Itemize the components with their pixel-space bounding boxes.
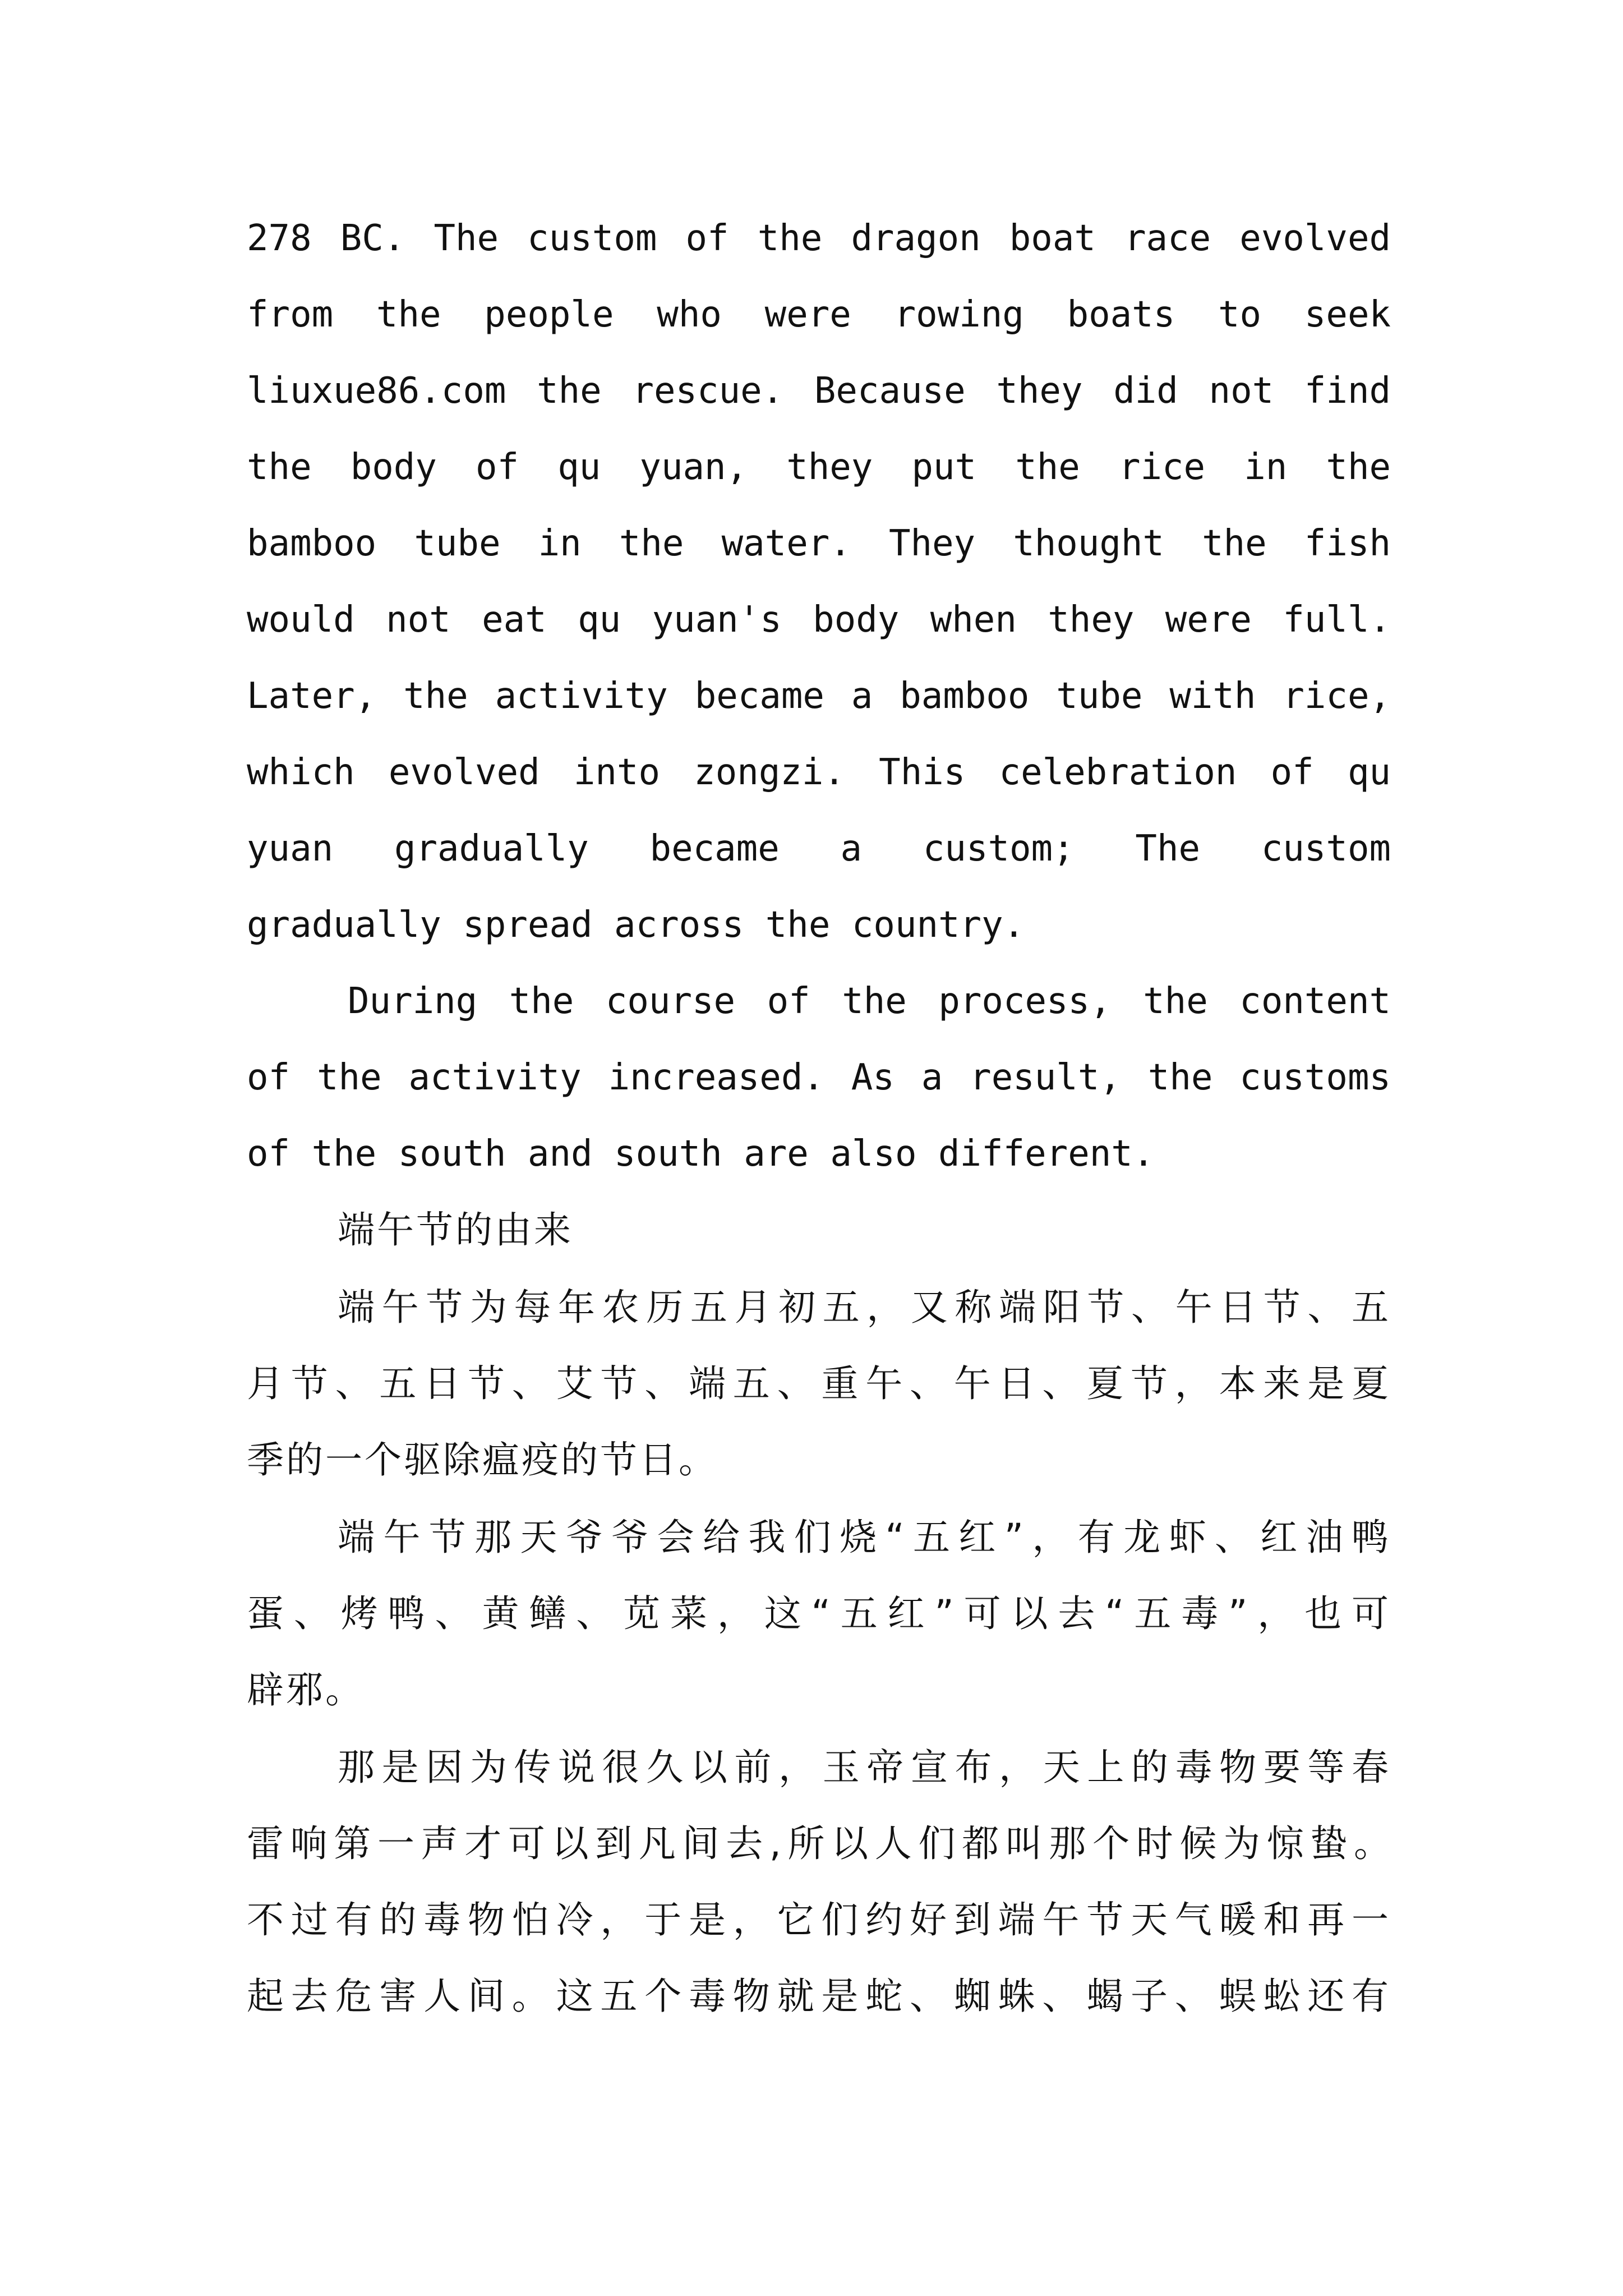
text-line: 雷响第一声才可以到凡间去,所以人们都叫那个时候为惊蛰。 (247, 1822, 1391, 1865)
paragraph-first-line: 端午节那天爷爷会给我们烧“五红”，有龙虾、红油鸭 (338, 1516, 1391, 1559)
text-line: of the south and south are also different. (247, 1133, 1155, 1175)
text-line: liuxue86.com the rescue. Because they did not find (247, 370, 1391, 412)
text-line: from the people who were rowing boats to seek (247, 294, 1391, 335)
text-line: which evolved into zongzi. This celebration of qu (247, 752, 1391, 793)
text-line: of the activity increased. As a result, the customs (247, 1057, 1391, 1098)
section-heading: 端午节的由来 (338, 1208, 573, 1251)
text-line: yuan gradually became a custom; The custom (247, 828, 1391, 869)
text-line: gradually spread across the country. (247, 904, 1025, 946)
text-line: Later, the activity became a bamboo tube with rice, (247, 675, 1391, 717)
text-line: 起去危害人间。这五个毒物就是蛇、蜘蛛、蝎子、蜈蚣还有 (247, 1975, 1391, 2018)
text-line: 蛋、烤鸭、黄鳝、苋菜，这“五红”可以去“五毒”，也可 (247, 1592, 1391, 1635)
paragraph-first-line: During the course of the process, the content (348, 981, 1391, 1022)
text-line: 季的一个驱除瘟疫的节日。 (247, 1438, 718, 1481)
text-line: 278 BC. The custom of the dragon boat race evolved (247, 218, 1391, 259)
text-line: bamboo tube in the water. They thought the fish (247, 523, 1391, 564)
text-line: 不过有的毒物怕冷，于是，它们约好到端午节天气暖和再一 (247, 1898, 1391, 1941)
text-line: 月节、五日节、艾节、端五、重午、午日、夏节，本来是夏 (247, 1362, 1391, 1405)
paragraph-first-line: 那是因为传说很久以前，玉帝宣布，天上的毒物要等春 (338, 1746, 1391, 1789)
paragraph-first-line: 端午节为每年农历五月初五，又称端阳节、午日节、五 (338, 1286, 1391, 1329)
text-line: 辟邪。 (247, 1668, 365, 1711)
text-line: the body of qu yuan, they put the rice in the (247, 447, 1391, 488)
text-line: would not eat qu yuan's body when they were full. (247, 599, 1391, 641)
